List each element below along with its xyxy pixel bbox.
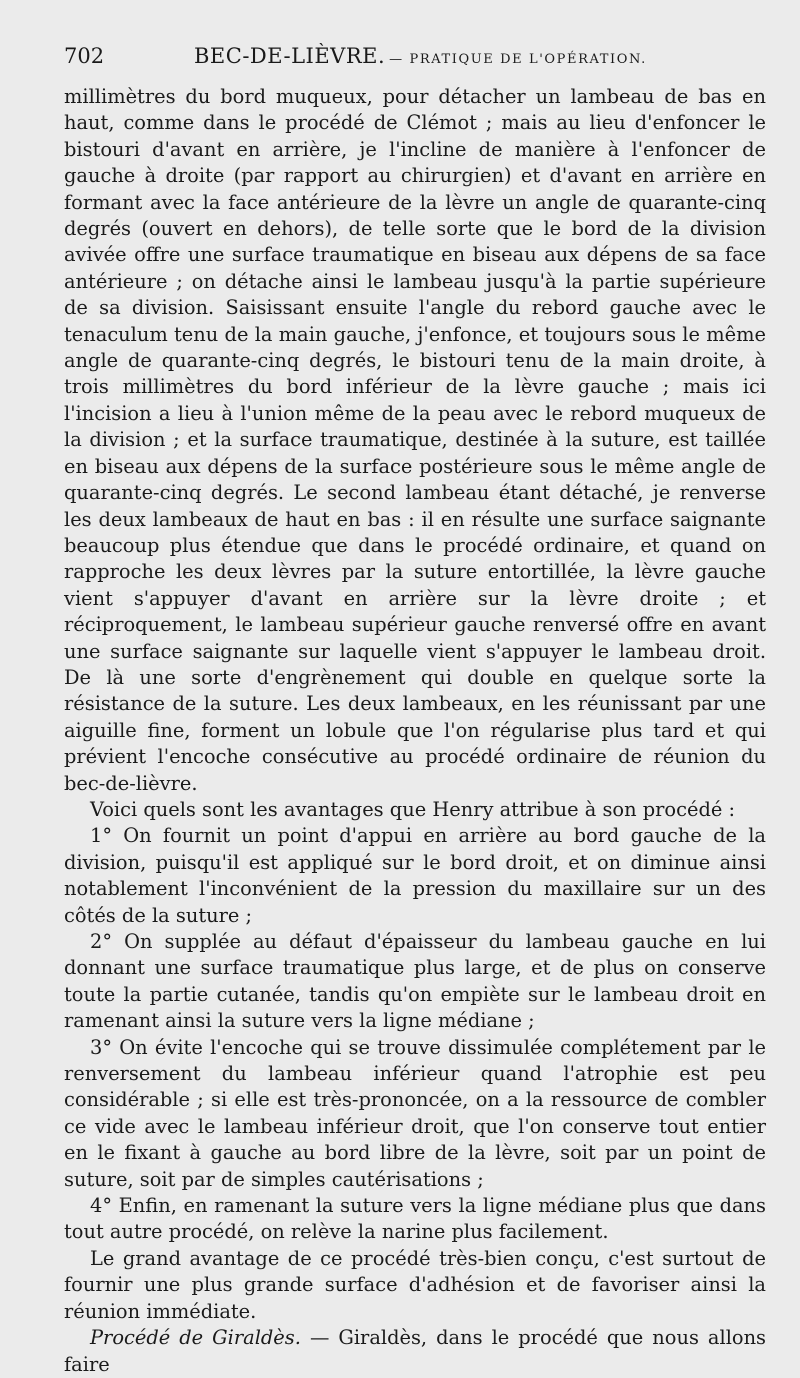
paragraph: Voici quels sont les avantages que Henry attribue à son procédé : (90, 797, 736, 821)
list-item: 1° On fournit un point d'appui en arrière au bord gauche de la division, puisqu'il est appliqué sur le bord droit, et on diminue ainsi notablement l'inconvénient de la pression du maxillaire sur un des côtés de la suture ; (64, 824, 766, 927)
section-heading: Procédé de Giraldès. (90, 1326, 301, 1350)
paragraph (64, 1325, 766, 1378)
list-item: 4° Enfin, en ramenant la suture vers la ligne médiane plus que dans tout autre procédé, on relève la narine plus facilement. (64, 1194, 766, 1244)
paragraph: Le grand avantage de ce procédé très-bien conçu, c'est surtout de fournir une plus grande surface d'adhésion et de favoriser ainsi la réunion immédiate. (64, 1246, 766, 1323)
running-subtitle: — PRATIQUE DE L'OPÉRATION. (389, 52, 647, 67)
list-item: 3° On évite l'encoche qui se trouve dissimulée complétement par le renversement du lambeau inférieur quand l'atrophie est peu considérable ; si elle est très-prononcée, on a la ressource de combler ce vide avec le lambeau inférieur droit, que l'on conserve tout entier en le fixant à gauche au bord libre de la lèvre, soit par un point de suture, soit par de simples cautérisations ; (64, 1035, 766, 1191)
body-text (64, 84, 766, 1378)
running-title: BEC-DE-LIÈVRE. (194, 44, 386, 68)
list-item: 2° On supplée au défaut d'épaisseur du lambeau gauche en lui donnant une surface traumatique plus large, et de plus on conserve toute la partie cutanée, tandis qu'on empiète sur le lambeau droit en ramenant ainsi la suture vers la ligne médiane ; (64, 930, 766, 1033)
running-header (64, 44, 766, 84)
paragraph-text: — Giraldès, dans le procédé que nous allons faire (64, 1326, 767, 1376)
paragraph: millimètres du bord muqueux, pour détacher un lambeau de bas en haut, comme dans le procédé de Clémot ; mais au lieu d'enfoncer le bistouri d'avant en arrière, je l'incline de manière à l'enfoncer de gauche à droite (par rapport au chirurgien) et d'avant en arrière en formant avec la face antérieure de la lèvre un angle de quarante-cinq degrés (ouvert en dehors), de telle sorte que le bord de la division avivée offre une surface traumatique en biseau aux dépens de sa face antérieure ; on détache ainsi le lambeau jusqu'à la partie supérieure de sa division. Saisissant ensuite l'angle du rebord gauche avec le tenaculum tenu de la main gauche, j'enfonce, et toujours sous le même angle de quarante-cinq degrés, le bistouri tenu de la main droite, à trois millimètres du bord inférieur de la lèvre gauche ; mais ici l'incision a lieu à l'union même de la peau avec le rebord muqueux de la division ; et la surface traumatique, destinée à la suture, est taillée en biseau aux dépens de la surface postérieure sous le même angle de quarante-cinq degrés. Le second lambeau étant détaché, je renverse les deux lambeaux de haut en bas : il en résulte une surface saignante beaucoup plus étendue que dans le procédé ordinaire, et quand on rapproche les deux lèvres par la suture entortillée, la lèvre gauche vient s'appuyer d'avant en arrière sur la lèvre droite ; et réciproquement, le lambeau supérieur gauche renversé offre en avant une surface saignante sur laquelle vient s'appuyer le lambeau droit. De là une sorte d'engrènement qui double en quelque sorte la résistance de la suture. Les deux lambeaux, en les réunissant par une aiguille fine, forment un lobule que l'on régularise plus tard et qui prévient l'encoche consécutive au procédé ordinaire de réunion du bec-de-lièvre. (64, 85, 766, 795)
page-number: 702 (64, 44, 105, 68)
